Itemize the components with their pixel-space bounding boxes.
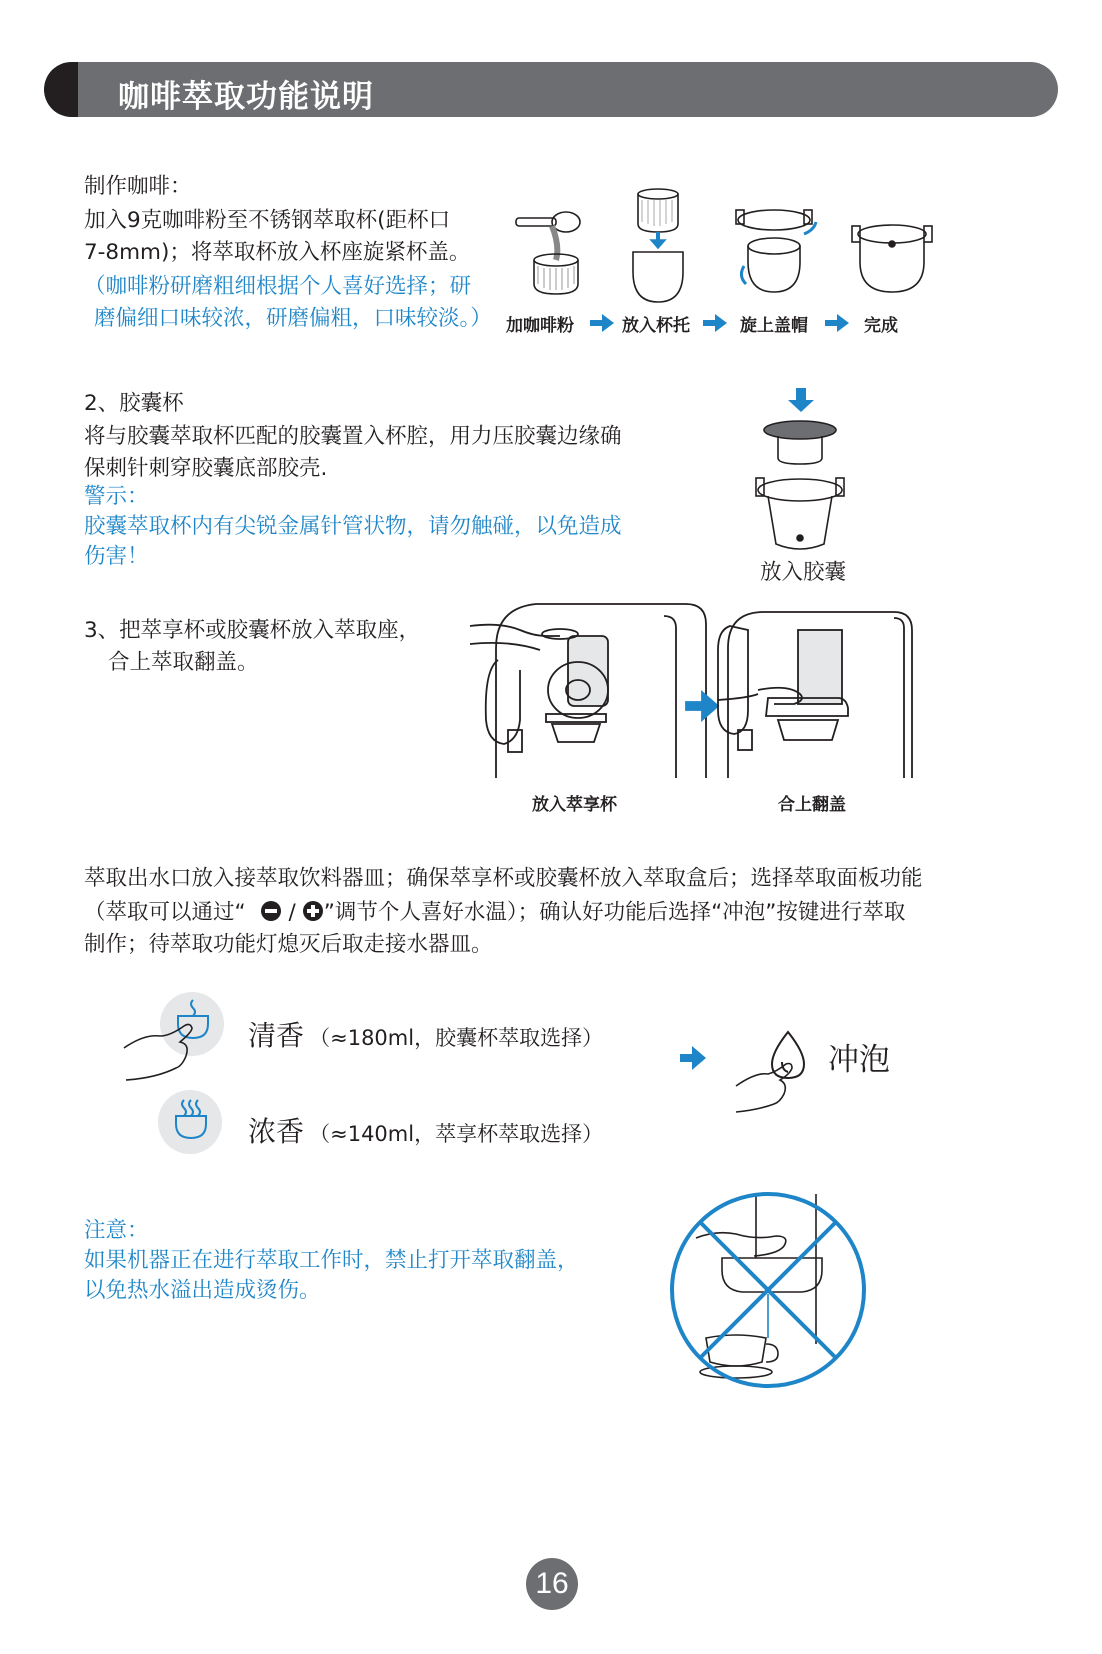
notice-label: 注意： [84,1218,149,1243]
mode-strong-detail: （≈140ml，萃享杯萃取选择） [309,1122,604,1146]
mode-strong-illustration [158,1090,228,1160]
notice-line2: 以免热水溢出造成烫伤。 [84,1278,321,1303]
mode-light-detail: （≈180ml，胶囊杯萃取选择） [309,1026,604,1050]
instruction-line3: 制作；待萃取功能灯熄灭后取走接水器皿。 [84,932,493,957]
scoop-icon [516,212,580,260]
mode-light-illustration [120,990,230,1090]
section1-heading: 制作咖啡： [84,174,192,199]
arrow-right-icon [703,314,727,332]
instruction-line2 [84,896,905,929]
cup-into-holder-icon [633,189,683,302]
arrow-down-icon [788,388,814,412]
step-label-screw-cap: 旋上盖帽 [740,316,808,336]
machine-closed-icon [718,612,912,778]
section2-line2: 保刺针刺穿胶囊底部胶壳. [84,456,328,481]
arrow-right-icon [686,692,718,720]
capsule-insert-illustration [752,386,852,556]
title-bar-cap [44,62,78,117]
warning-label: 警示： [84,484,149,509]
capsule-cup-holder-icon [756,478,844,549]
notice-line1: 如果机器正在进行萃取工作时，禁止打开萃取翻盖， [84,1248,579,1273]
minus-circle-icon [260,900,282,922]
arrow-right-icon [825,314,849,332]
warning-line1: 胶囊萃取杯内有尖锐金属针管状物，请勿触碰，以免造成 [84,514,622,539]
arrow-right-icon [590,314,614,332]
instruction-line1: 萃取出水口放入接萃取饮料器皿；确保萃享杯或胶囊杯放入萃取盒后；选择萃取面板功能 [84,866,923,891]
step-label-add-coffee: 加咖啡粉 [506,316,574,336]
plus-circle-icon [302,900,324,922]
section2-line1: 将与胶囊萃取杯匹配的胶囊置入杯腔，用力压胶囊边缘确 [84,424,622,449]
capsule-caption: 放入胶囊 [760,560,847,585]
mode-light-row [248,1014,603,1054]
section3-line2: 合上萃取翻盖。 [108,650,259,675]
section2-heading: 2、胶囊杯 [84,391,184,416]
page-title: 咖啡萃取功能说明 [118,79,374,115]
machine-insert-illustration [468,600,918,784]
page-number: 16 [526,1558,578,1610]
assembled-cup-icon [852,225,932,292]
section1-note-line2: 磨偏细口味较浓，研磨偏粗，口味较淡。） [94,306,492,331]
caption-close-lid: 合上翻盖 [778,795,846,815]
prohibited-open-lid-illustration [666,1190,870,1394]
machine-outlet-icon [696,1194,822,1378]
brew-label: 冲泡 [828,1042,890,1078]
warning-line2: 伤害！ [84,544,149,569]
lid-rotate-icon [736,210,816,292]
instruction-line2-suffix: ”调节个人喜好水温）；确认好功能后选择“冲泡”按键进行萃取 [323,900,906,925]
mode-strong-row [248,1110,603,1150]
section1-line1: 加入9克咖啡粉至不锈钢萃取杯(距杯口 [84,208,451,233]
section1-note-line1: （咖啡粉研磨粗细根据个人喜好选择；研 [84,274,472,299]
capsule-icon [764,421,836,464]
prohibited-icon [672,1194,864,1386]
arrow-right-icon [680,1046,706,1070]
step-label-done: 完成 [864,316,898,336]
instruction-line2-prefix: （萃取可以通过“ [84,900,246,925]
caption-insert-cup: 放入萃享杯 [532,795,617,815]
section3-line1: 3、把萃享杯或胶囊杯放入萃取座， [84,618,421,643]
instruction-slash: / [288,900,296,925]
mode-strong-name: 浓香 [248,1115,305,1148]
machine-open-icon [470,604,706,778]
brew-illustration [680,1026,820,1116]
step-label-place-holder: 放入杯托 [622,316,690,336]
coffee-steps-illustration [508,182,968,310]
mode-light-name: 清香 [248,1019,305,1052]
section1-line2: 7-8mm)；将萃取杯放入杯座旋紧杯盖。 [84,240,471,265]
title-bar [44,62,1058,117]
